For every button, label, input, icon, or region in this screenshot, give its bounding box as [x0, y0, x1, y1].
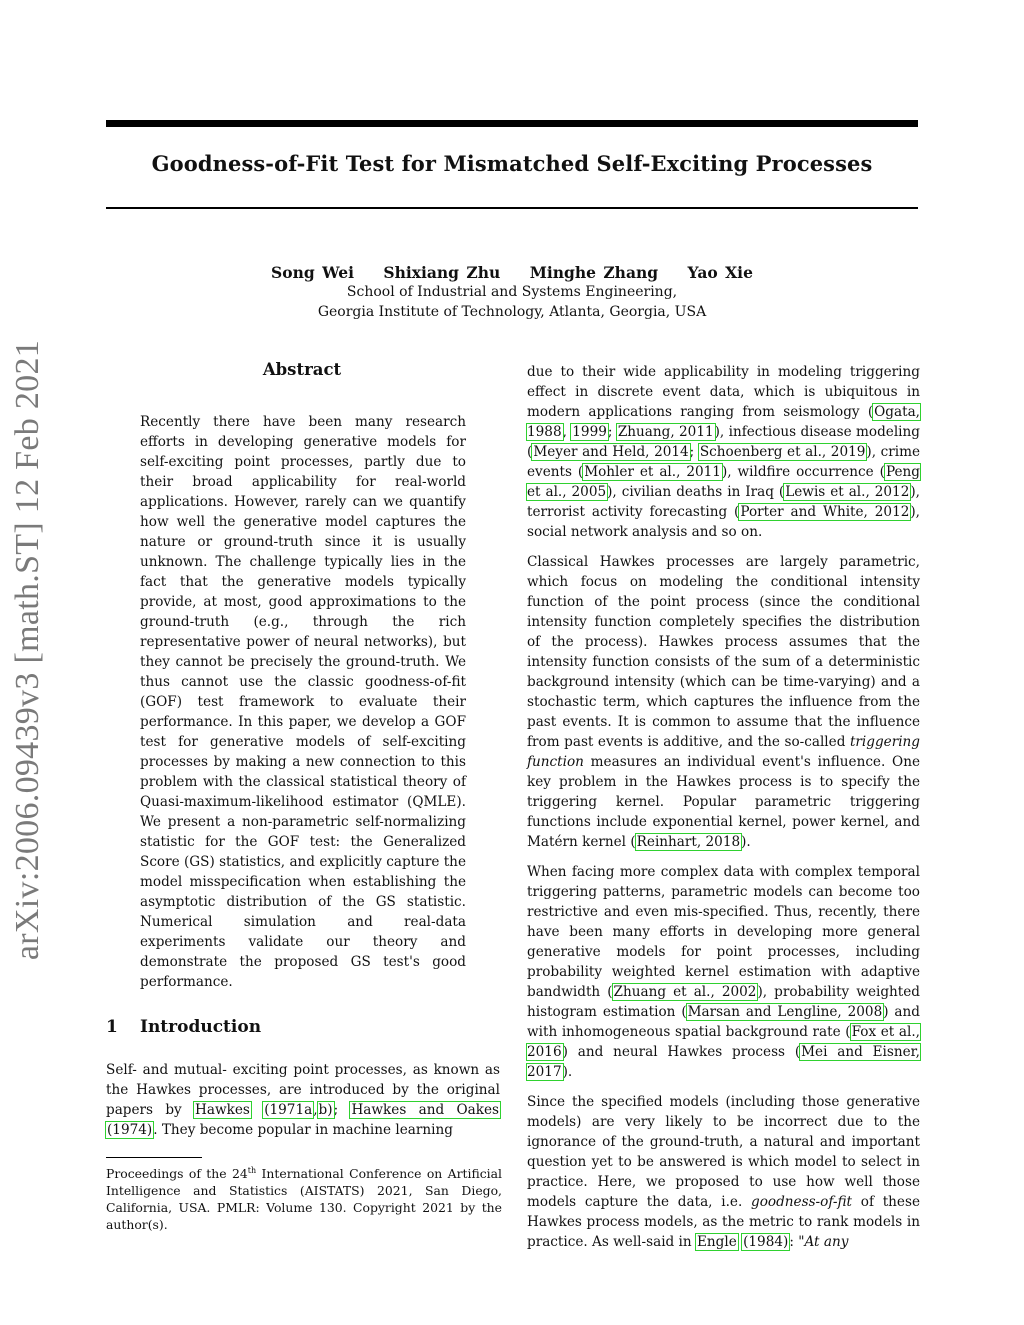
arxiv-stamp: [6, 340, 50, 960]
citation-link[interactable]: Engle: [697, 1234, 737, 1250]
footnote-rule: [106, 1157, 202, 1158]
section-heading-introduction: [106, 1017, 506, 1037]
citation-link[interactable]: (1971a: [264, 1102, 313, 1118]
affiliation-line-2: Georgia Institute of Technology, Atlanta, Georgia, USA: [317, 304, 707, 320]
citation-link[interactable]: Lewis et al., 2012: [785, 484, 910, 500]
author-list: [106, 263, 918, 282]
body-paragraph: due to their wide applicability in modeling triggering effect in discrete event data, which is ubiquitous in modern applications ranging from seismology (Ogata, 1988, 1999; Zhuang, 2011), infectious disease modeling (Meyer and Held, 2014; Schoenberg et al., 2019), crime events (Mohler et al., 2011), wildfire occurrence (Peng et al., 2005), civilian deaths in Iraq (Lewis et al., 2012), terrorist activity forecasting (Porter and White, 2012), social network analysis and so on.: [527, 364, 921, 540]
section-title: Introduction: [140, 1017, 262, 1037]
citation-link[interactable]: Meyer and Held, 2014: [533, 444, 689, 460]
citation-link[interactable]: Zhuang et al., 2002: [613, 984, 757, 1000]
author-name: Yao Xie: [687, 263, 753, 282]
citation-link[interactable]: Hawkes: [195, 1102, 250, 1118]
arxiv-stamp-text: arXiv:2006.09439v3 [math.ST] 12 Feb 2021: [9, 339, 46, 961]
abstract-heading: Abstract: [262, 360, 342, 379]
citation-link[interactable]: Mei and Eisner, 2017: [527, 1044, 920, 1080]
citation-link[interactable]: Mohler et al., 2011: [584, 464, 721, 480]
citation-link[interactable]: (1974): [107, 1122, 153, 1138]
citation-link[interactable]: Reinhart, 2018: [636, 834, 741, 850]
citation-link[interactable]: Marsan and Lengline, 2008: [687, 1004, 883, 1020]
citation-link[interactable]: b): [318, 1102, 333, 1118]
citation-link[interactable]: 1999: [572, 424, 607, 440]
abstract-text: Recently there have been many research efforts in developing generative models for self-exciting point processes, partly due to their broad applicability for real-world applications. However, rarely can we quantify how well the generative model captures the nature or ground-truth since it is usually unknown. The challenge typically lies in the fact that the generative models typically provide, at most, good approximations to the ground-truth (e.g., through the rich representative power of neural networks), but they cannot be precisely the ground-truth. We thus cannot use the classic goodness-of-fit (GOF) test framework to evaluate their performance. In this paper, we develop a GOF test for generative models of self-exciting processes by making a new connection to this problem with the classical statistical theory of Quasi-maximum-likelihood estimator (QMLE). We present a non-parametric self-normalizing statistic for the GOF test: the Generalized Score (GS) statistics, and explicitly capture the model misspecification when establishing the asymptotic distribution of the GS statistic. Numerical simulation and real-data experiments validate our theory and demonstrate the proposed GS test's good performance.: [140, 414, 466, 990]
citation-link[interactable]: Porter and White, 2012: [740, 504, 910, 520]
citation-link[interactable]: Ogata, 1988: [527, 404, 920, 440]
title-bottom-rule: [106, 207, 918, 209]
affiliation-line-1: School of Industrial and Systems Engineering,: [346, 284, 678, 300]
citation-link[interactable]: Zhuang, 2011: [617, 424, 714, 440]
author-name: Minghe Zhang: [529, 263, 659, 282]
citation-link[interactable]: (1984): [743, 1234, 789, 1250]
author-name: Song Wei: [271, 263, 354, 282]
citation-link[interactable]: Fox et al., 2016: [527, 1024, 920, 1060]
introduction-paragraph: Self- and mutual- exciting point processes, as known as the Hawkes processes, are introduced by the original papers by Hawkes (1971a,b); Hawkes and Oakes (1974). They become popular in machine learning: [106, 1062, 500, 1138]
body-paragraph: Since the specified models (including those generative models) are very likely to be incorrect due to the ignorance of the ground-truth, a natural and important question yet to be answered is which model to select in practice. Here, we proposed to use how well those models capture the data, i.e. goodness-of-fit of these Hawkes process models, as the metric to rank models in practice. As well-said in Engle (1984): "At any: [527, 1094, 920, 1250]
citation-link[interactable]: Schoenberg et al., 2019: [699, 444, 866, 460]
title-top-rule: [106, 120, 918, 127]
section-number: 1: [106, 1017, 118, 1037]
body-paragraph: When facing more complex data with complex temporal triggering patterns, parametric models can become too restrictive and even mis-specified. Thus, recently, there have been many efforts in developing more general generative models for point processes, including probability weighted kernel estimation with adaptive bandwidth (Zhuang et al., 2002), probability weighted histogram estimation (Marsan and Lengline, 2008) and with inhomogeneous spatial background rate (Fox et al., 2016) and neural Hawkes process (Mei and Eisner, 2017).: [527, 864, 920, 1080]
author-name: Shixiang Zhu: [383, 263, 501, 282]
citation-link[interactable]: Hawkes and Oakes: [351, 1102, 499, 1118]
body-paragraph: Classical Hawkes processes are largely parametric, which focus on modeling the conditional intensity function of the point process (since the conditional intensity function completely specifies the distribution of the process). Hawkes process assumes that the intensity function consists of the sum of a deterministic background intensity (which can be time-varying) and a stochastic term, which captures the influence from the past events. It is common to assume that the influence from past events is additive, and the so-called triggering function measures an individual event's influence. One key problem in the Hawkes process is to specify the triggering kernel. Popular parametric triggering functions include exponential kernel, power kernel, and Matérn kernel (Reinhart, 2018).: [527, 554, 920, 850]
citation-link[interactable]: Peng et al., 2005: [527, 464, 920, 500]
footnote: Proceedings of the 24th International Conference on Artificial Intelligence and Statistics (AISTATS) 2021, San Diego, California, USA. PMLR: Volume 130. Copyright 2021 by the author(s).: [106, 1166, 502, 1233]
right-column: [527, 362, 920, 1262]
paper-title: Goodness-of-Fit Test for Mismatched Self-Exciting Processes: [151, 151, 873, 176]
